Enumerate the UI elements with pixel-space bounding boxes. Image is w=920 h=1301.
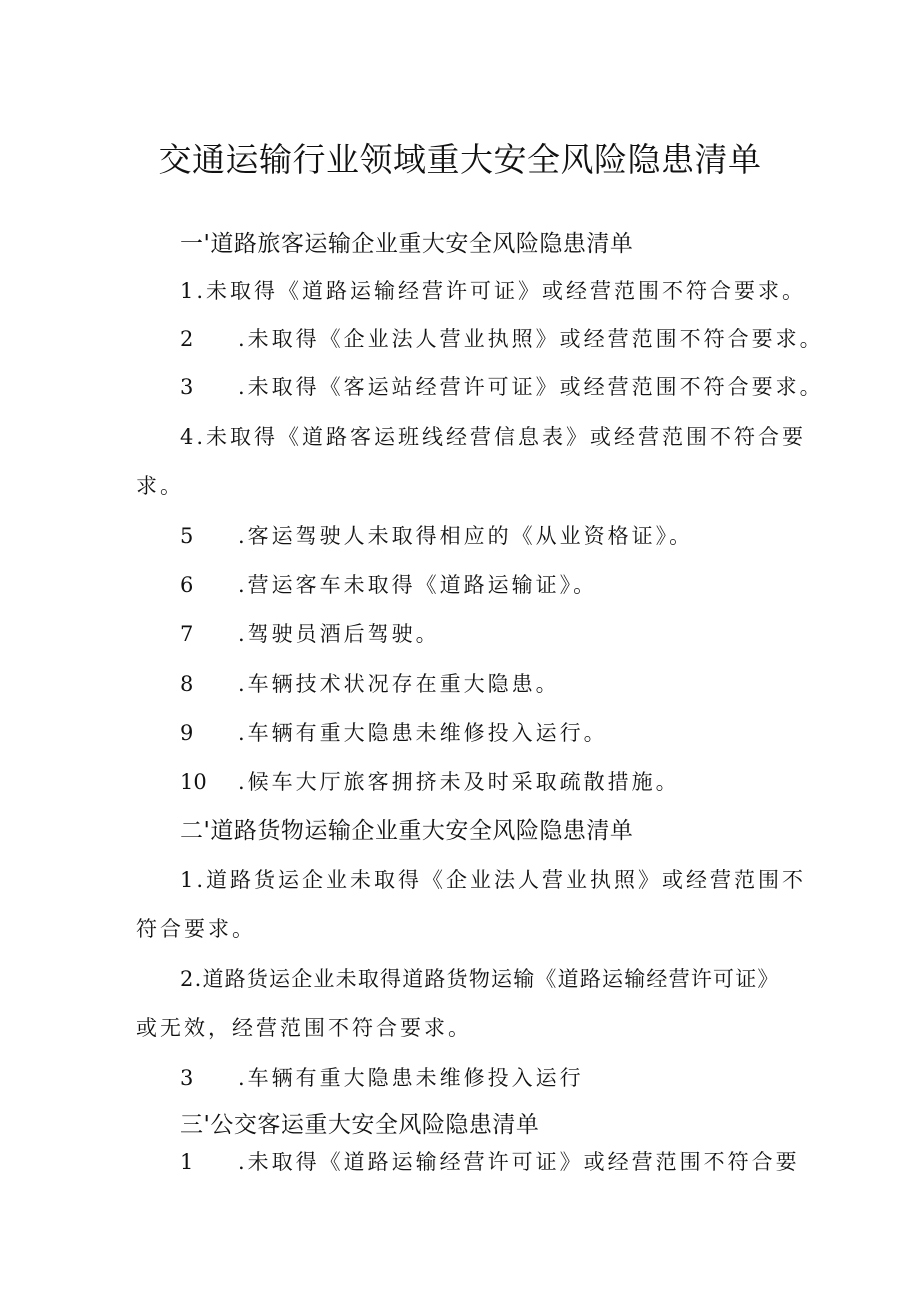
item-number: 1: [180, 868, 197, 892]
item-text: .道路货运企业未取得道路货物运输《道路运输经营许可证》: [194, 967, 780, 991]
item-number: 10: [180, 770, 207, 794]
list-item: [180, 865, 806, 895]
item-number: 3: [180, 1066, 194, 1090]
item-number: 7: [180, 622, 194, 646]
item-text: .车辆有重大隐患未维修投入运行。: [238, 721, 608, 745]
list-item: [180, 422, 806, 452]
item-text: .车辆技术状况存在重大隐患。: [238, 672, 560, 696]
item-number: 4: [180, 425, 197, 449]
item-text: .驾驶员酒后驾驶。: [238, 622, 440, 646]
list-item: [180, 276, 806, 306]
item-text: .营运客车未取得《道路运输证》。: [238, 573, 598, 597]
item-text: .客运驾驶人未取得相应的《从业资格证》。: [238, 524, 694, 548]
item-text: .未取得《客运站经营许可证》或经营范围不符合要求。: [238, 375, 824, 399]
item-continuation: 符合要求。: [136, 917, 256, 941]
item-number: 8: [180, 672, 194, 696]
item-number: 1: [180, 279, 197, 303]
item-number: 9: [180, 721, 194, 745]
item-continuation: 求。: [136, 474, 184, 498]
item-text: .未取得《道路运输经营许可证》或经营范围不符合要: [238, 1150, 800, 1174]
item-continuation: 或无效，经营范围不符合要求。: [136, 1016, 472, 1040]
item-number: 1: [180, 1150, 194, 1174]
list-item: [180, 964, 780, 994]
item-number: 2: [180, 967, 195, 991]
section-heading-3: 三'公交客运重大安全风险隐患清单: [180, 1112, 540, 1138]
item-number: 3: [180, 375, 194, 399]
item-text: .未取得《道路客运班线经营信息表》或经营范围不符合要: [196, 425, 807, 449]
item-number: 5: [180, 524, 194, 548]
item-text: .未取得《道路运输经营许可证》或经营范围不符合要求。: [196, 279, 807, 303]
item-number: 6: [180, 573, 194, 597]
document-title: 交通运输行业领域重大安全风险隐患清单: [158, 140, 762, 179]
section-heading-1: 一'道路旅客运输企业重大安全风险隐患清单: [180, 231, 634, 257]
item-text: .未取得《企业法人营业执照》或经营范围不符合要求。: [238, 327, 824, 351]
item-text: .道路货运企业未取得《企业法人营业执照》或经营范围不: [196, 868, 807, 892]
item-text: .候车大厅旅客拥挤未及时采取疏散措施。: [238, 770, 680, 794]
item-text: .车辆有重大隐患未维修投入运行: [238, 1066, 584, 1090]
item-number: 2: [180, 327, 194, 351]
section-heading-2: 二'道路货物运输企业重大安全风险隐患清单: [180, 818, 634, 844]
